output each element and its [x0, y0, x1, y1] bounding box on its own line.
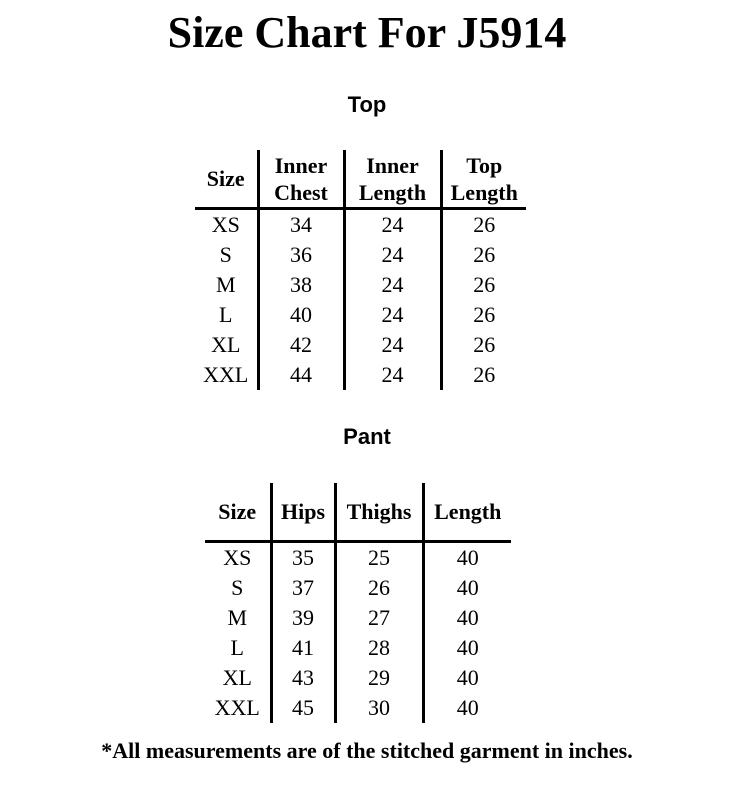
- measurement-cell: 45: [271, 693, 335, 723]
- measurement-cell: 26: [441, 270, 526, 300]
- measurement-cell: 26: [441, 240, 526, 270]
- table-row: [195, 270, 526, 300]
- column-header-label: Length: [434, 499, 502, 524]
- column-header-label: Top: [466, 152, 503, 178]
- size-cell: M: [227, 605, 248, 630]
- table-row: [205, 603, 511, 633]
- measurement-cell: 24: [344, 330, 441, 360]
- column-header-label: Length: [450, 179, 518, 205]
- measurement-cell: 40: [423, 603, 511, 633]
- page-title: Size Chart For J5914: [167, 8, 567, 57]
- column-header: [258, 150, 344, 209]
- measurement-cell: 28: [335, 633, 423, 663]
- top-size-table: [195, 150, 526, 390]
- measurement-cell: 42: [258, 330, 344, 360]
- size-cell: M: [215, 272, 236, 297]
- column-header: [195, 150, 258, 209]
- column-header-label: Hips: [280, 499, 326, 524]
- column-header: [205, 483, 271, 542]
- measurement-cell: 36: [258, 240, 344, 270]
- table-row: [205, 693, 511, 723]
- table-row: [195, 330, 526, 360]
- size-cell: XL: [222, 665, 252, 690]
- size-cell: XL: [211, 332, 241, 357]
- size-cell: S: [219, 242, 232, 267]
- measurement-cell: 26: [441, 300, 526, 330]
- measurement-cell: 29: [335, 663, 423, 693]
- measurement-cell: 30: [335, 693, 423, 723]
- measurement-cell: 40: [423, 633, 511, 663]
- measurement-cell: 26: [441, 209, 526, 241]
- table-row: [195, 300, 526, 330]
- measurement-cell: 39: [271, 603, 335, 633]
- measurement-cell: 44: [258, 360, 344, 390]
- measurement-footnote: *All measurements are of the stitched garment in inches.: [101, 738, 633, 763]
- measurement-cell: 27: [335, 603, 423, 633]
- pant-section-heading: Pant: [343, 424, 391, 449]
- table-row: [195, 360, 526, 390]
- measurement-cell: 35: [271, 542, 335, 574]
- size-cell: XXL: [214, 695, 260, 720]
- column-header: [271, 483, 335, 542]
- column-header-label: Inner: [274, 152, 328, 178]
- size-cell: XS: [211, 212, 240, 237]
- column-header-label: Size: [206, 166, 245, 191]
- column-header: [344, 150, 441, 209]
- measurement-cell: 40: [423, 573, 511, 603]
- column-header-label: Thighs: [346, 499, 412, 524]
- table-row: [195, 240, 526, 270]
- measurement-cell: 40: [423, 542, 511, 574]
- size-cell: S: [231, 575, 244, 600]
- size-cell: L: [230, 635, 244, 660]
- measurement-cell: 24: [344, 270, 441, 300]
- column-header-label: Size: [218, 499, 257, 524]
- measurement-cell: 25: [335, 542, 423, 574]
- column-header: [441, 150, 526, 209]
- top-section-heading: Top: [347, 92, 387, 117]
- column-header: [335, 483, 423, 542]
- measurement-cell: 26: [441, 360, 526, 390]
- column-header-label: Length: [358, 179, 427, 205]
- measurement-cell: 43: [271, 663, 335, 693]
- table-row: [205, 663, 511, 693]
- measurement-cell: 26: [441, 330, 526, 360]
- measurement-cell: 26: [335, 573, 423, 603]
- measurement-cell: 24: [344, 300, 441, 330]
- table-row: [195, 209, 526, 241]
- table-header-row: [195, 150, 526, 209]
- measurement-cell: 24: [344, 209, 441, 241]
- measurement-cell: 40: [423, 663, 511, 693]
- pant-size-table: [205, 483, 511, 723]
- column-header-label: Inner: [366, 152, 419, 178]
- table-row: [205, 542, 511, 574]
- measurement-cell: 34: [258, 209, 344, 241]
- table-row: [205, 573, 511, 603]
- table-row: [205, 633, 511, 663]
- table-header-row: [205, 483, 511, 542]
- size-cell: L: [219, 302, 233, 327]
- measurement-cell: 38: [258, 270, 344, 300]
- measurement-cell: 24: [344, 240, 441, 270]
- measurement-cell: 41: [271, 633, 335, 663]
- size-cell: XS: [223, 545, 252, 570]
- size-cell: XXL: [203, 362, 249, 387]
- measurement-cell: 24: [344, 360, 441, 390]
- measurement-cell: 40: [258, 300, 344, 330]
- column-header-label: Chest: [274, 179, 328, 205]
- column-header: [423, 483, 511, 542]
- measurement-cell: 37: [271, 573, 335, 603]
- measurement-cell: 40: [423, 693, 511, 723]
